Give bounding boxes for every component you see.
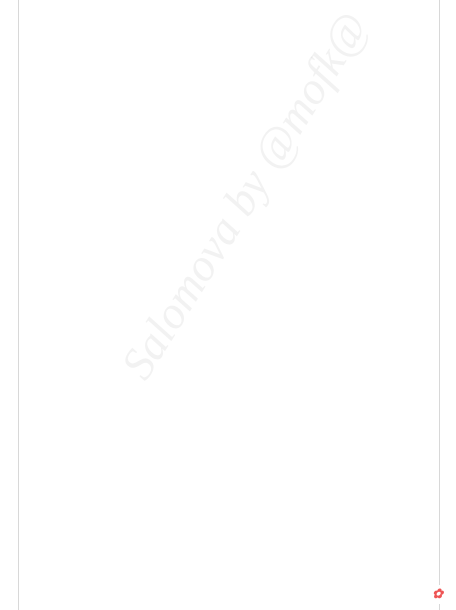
document-content — [29, 7, 439, 19]
watermark: Salomova by @mofk@ — [110, 2, 378, 388]
document-page — [18, 0, 440, 610]
flower-icon: ✿ — [432, 586, 443, 601]
site-logo — [429, 585, 448, 604]
